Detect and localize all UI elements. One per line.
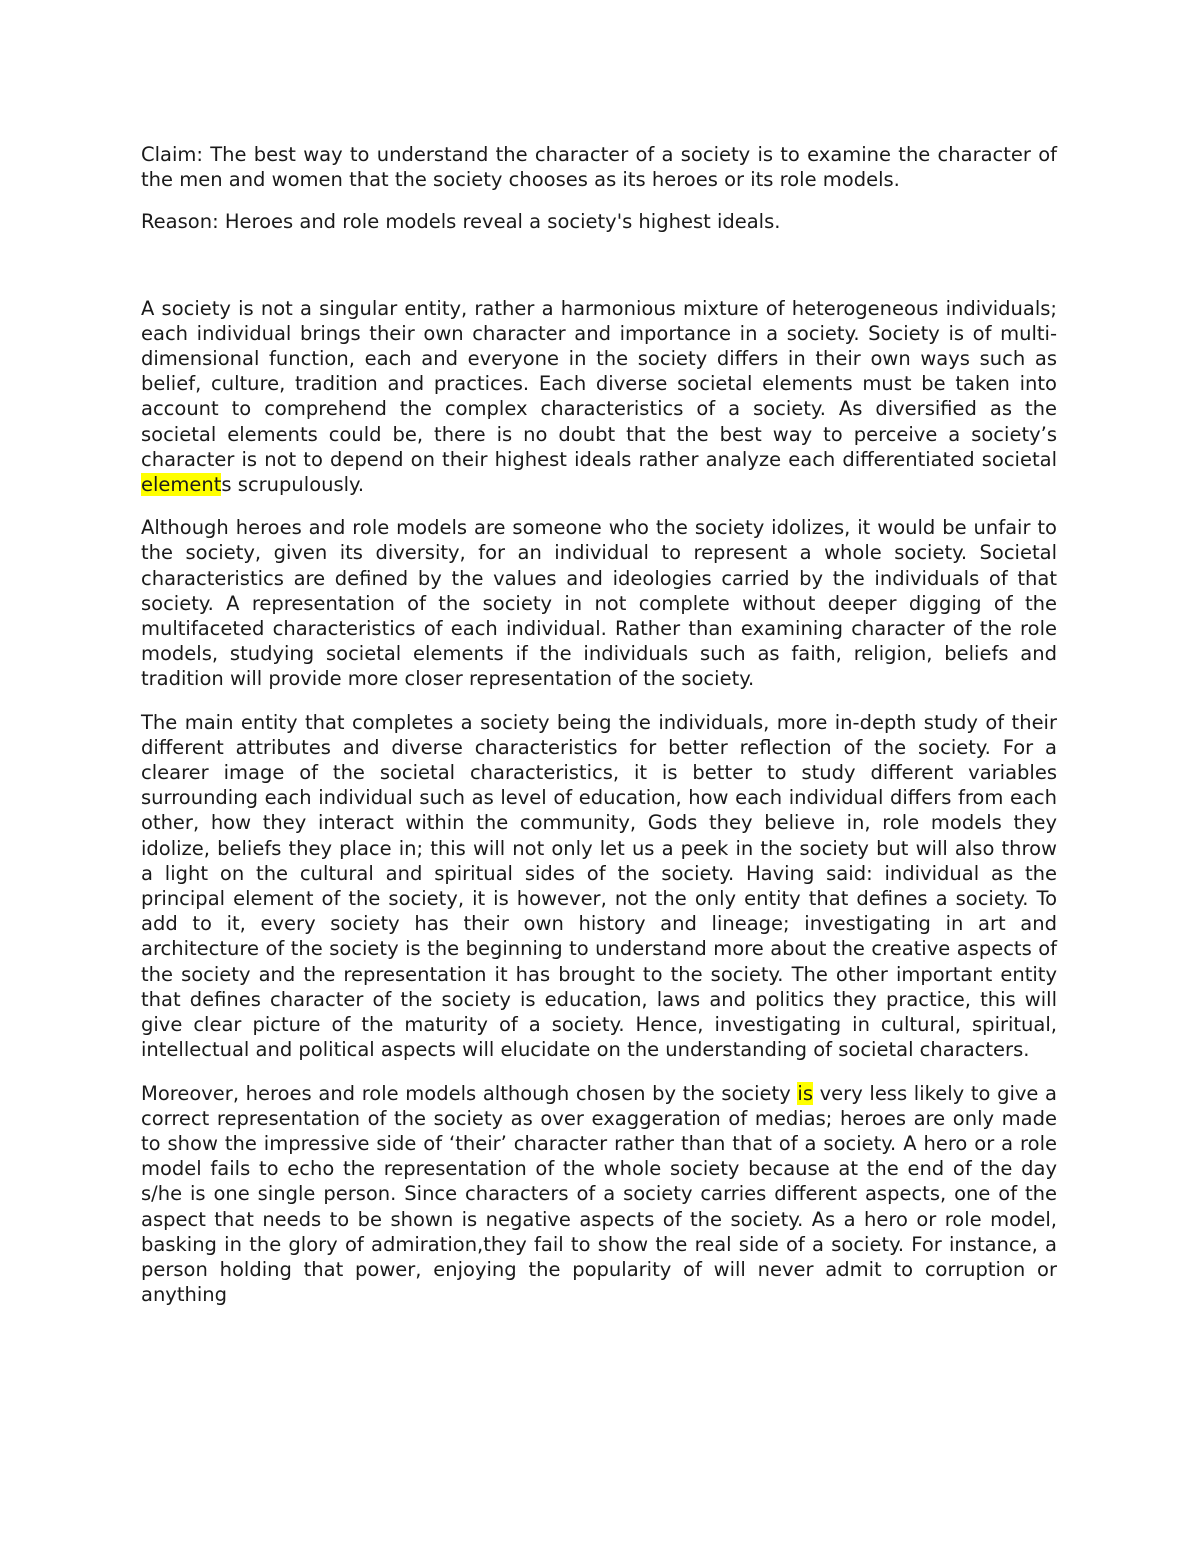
paragraph-4-text-end: very less likely to give a correct representation of the society as over exaggeration of medias; heroes are only made to show the impressive side of ‘their’ character rather than that of a society. A hero or a role model fails to echo the representation of the whole society because at the end of the day s/he is one single person. Since characters of a society carries different aspects, one of the aspect that needs to be shown is negative aspects of the society. As a hero or role model, basking in the glory of admiration,they fail to show the real side of a society. For instance, a person holding that power, enjoying the popularity of will never admit to corruption or anything <box>141 1081 1058 1307</box>
body-paragraph-4 <box>141 1081 1057 1308</box>
paragraph-4-text: Moreover, heroes and role models although chosen by the society <box>141 1081 798 1105</box>
body-paragraph-3: The main entity that completes a society being the individuals, more in-depth study of their different attributes and diverse characteristics for better reflection of the society. For a clearer image of the societal characteristics, it is better to study different variables surrounding each individual such as level of education, how each individual differs from each other, how they interact within the community, Gods they believe in, role models they idolize, beliefs they place in; this will not only let us a peek in the society but will also throw a light on the cultural and spiritual sides of the society. Having said: individual as the principal element of the society, it is however, not the only entity that defines a society. To add to it, every society has their own history and lineage; investigating in art and architecture of the society is the beginning to understand more about the creative aspects of the society and the representation it has brought to the society. The other important entity that defines character of the society is education, laws and politics they practice, this will give clear picture of the maturity of a society. Hence, investigating in cultural, spiritual, intellectual and political aspects will elucidate on the understanding of societal characters. <box>141 710 1057 1062</box>
highlighted-text: is <box>797 1081 813 1105</box>
reason-paragraph: Reason: Heroes and role models reveal a society's highest ideals. <box>141 210 781 234</box>
document-body <box>141 142 1057 1307</box>
body-paragraph-1 <box>141 296 1057 498</box>
paragraph-1-text: A society is not a singular entity, rather a harmonious mixture of heterogeneous individuals; each individual brings their own character and importance in a society. Society is of multi-dimensional function, each and everyone in the society differs in their own ways such as belief, culture, tradition and practices. Each diverse societal elements must be taken into account to comprehend the complex characteristics of a society. As diversified as the societal elements could be, there is no doubt that the best way to perceive a society’s character is not to depend on their highest ideals rather analyze each differentiated societal <box>141 296 1057 471</box>
paragraph-1-text-end: s scrupulously. <box>221 473 365 497</box>
highlighted-text: element <box>141 473 222 497</box>
body-paragraph-2: Although heroes and role models are someone who the society idolizes, it would be unfair to the society, given its diversity, for an individual to represent a whole society. Societal characteristics are defined by the values and ideologies carried by the individuals of that society. A representation of the society in not complete without deeper digging of the multifaceted characteristics of each individual. Rather than examining character of the role models, studying societal elements if the individuals such as faith, religion, beliefs and tradition will provide more closer representation of the society. <box>141 516 1057 691</box>
claim-paragraph: Claim: The best way to understand the character of a society is to examine the character of the men and women that the society chooses as its heroes or its role models. <box>141 143 1057 192</box>
